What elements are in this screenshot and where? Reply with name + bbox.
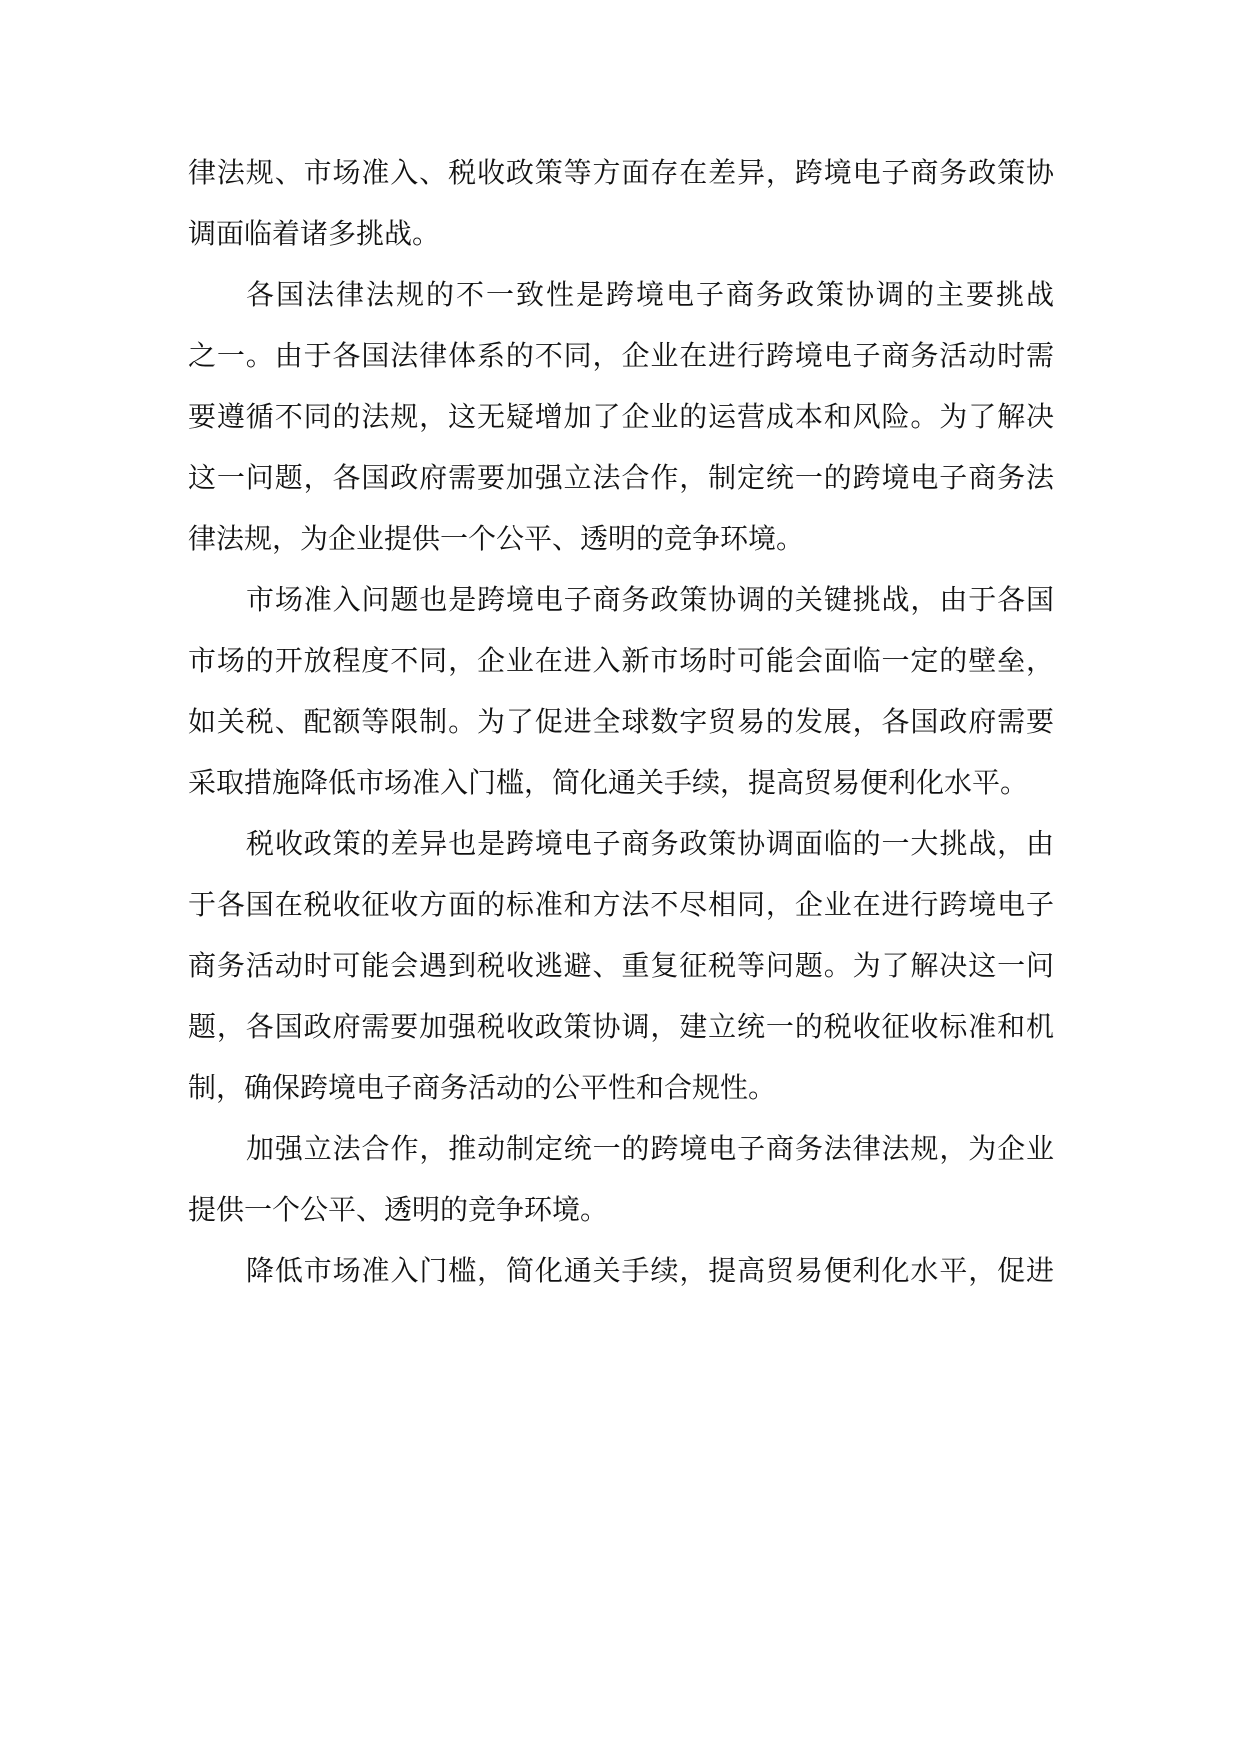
text-line: 商务活动时可能会遇到税收逃避、重复征税等问题。为了解决这一问: [188, 949, 1054, 982]
text-line: 要遵循不同的法规，这无疑增加了企业的运营成本和风险。为了解决: [188, 400, 1054, 433]
text-line: 之一。由于各国法律体系的不同，企业在进行跨境电子商务活动时需: [188, 339, 1054, 372]
text-line: 市场的开放程度不同，企业在进入新市场时可能会面临一定的壁垒，: [188, 644, 1054, 677]
text-line: 各国法律法规的不一致性是跨境电子商务政策协调的主要挑战: [246, 278, 1054, 311]
paragraph: [188, 142, 1054, 264]
paragraph: [188, 813, 1054, 1118]
text-line: 制，确保跨境电子商务活动的公平性和合规性。: [188, 1071, 777, 1104]
paragraph: [188, 1240, 1054, 1301]
text-line: 如关税、配额等限制。为了促进全球数字贸易的发展，各国政府需要: [188, 705, 1054, 738]
text-line: 降低市场准入门槛，简化通关手续，提高贸易便利化水平，促进: [246, 1254, 1054, 1287]
text-line: 律法规、市场准入、税收政策等方面存在差异，跨境电子商务政策协: [188, 156, 1054, 189]
text-line: 于各国在税收征收方面的标准和方法不尽相同，企业在进行跨境电子: [188, 888, 1054, 921]
text-line: 提供一个公平、透明的竞争环境。: [188, 1193, 609, 1226]
document-body: [188, 142, 1054, 1301]
text-line: 调面临着诸多挑战。: [188, 217, 441, 250]
text-line: 律法规，为企业提供一个公平、透明的竞争环境。: [188, 522, 805, 555]
text-line: 税收政策的差异也是跨境电子商务政策协调面临的一大挑战，由: [246, 827, 1054, 860]
text-line: 市场准入问题也是跨境电子商务政策协调的关键挑战，由于各国: [246, 583, 1054, 616]
text-line: 加强立法合作，推动制定统一的跨境电子商务法律法规，为企业: [246, 1132, 1054, 1165]
text-line: 采取措施降低市场准入门槛，简化通关手续，提高贸易便利化水平。: [188, 766, 1029, 799]
paragraph: [188, 1118, 1054, 1240]
text-line: 这一问题，各国政府需要加强立法合作，制定统一的跨境电子商务法: [188, 461, 1054, 494]
paragraph: [188, 264, 1054, 569]
paragraph: [188, 569, 1054, 813]
text-line: 题，各国政府需要加强税收政策协调，建立统一的税收征收标准和机: [188, 1010, 1054, 1043]
